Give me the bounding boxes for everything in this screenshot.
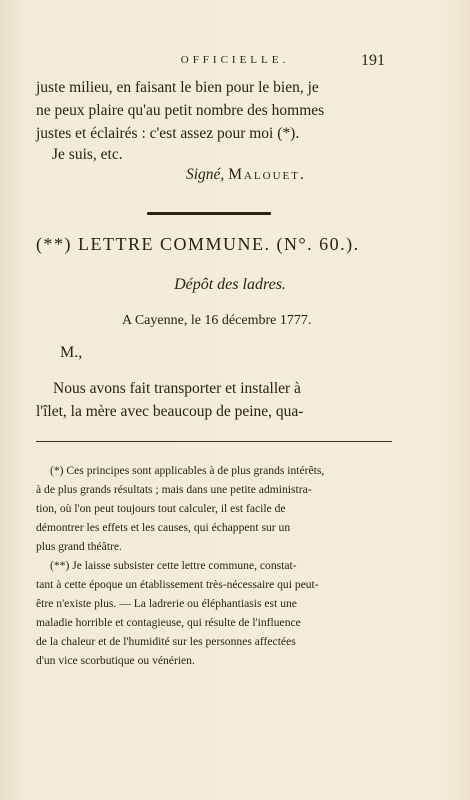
letter-salutation: M., (60, 344, 83, 361)
footnote-line: tant à cette époque un établissement très-nécessaire qui peut- (36, 578, 319, 591)
text-line: juste milieu, en faisant le bien pour le bien, je (36, 79, 319, 96)
footnote-line: de la chaleur et de l'humidité sur les personnes affectées (36, 635, 296, 648)
letter-paragraph (36, 377, 392, 423)
page-number: 191 (361, 52, 385, 69)
footnote-rule (36, 441, 392, 442)
paragraph-continued (36, 76, 392, 145)
text-line: ne peux plaire qu'au petit nombre des hommes (36, 102, 325, 119)
footnote-line: (**) Je laisse subsister cette lettre commune, constat- (50, 559, 297, 572)
signature-label: Signé, (186, 166, 225, 183)
footnote-line: tion, où l'on peut toujours tout calculer, il est facile de (36, 502, 286, 515)
footnote-line: démontrer les effets et les causes, qui échappent sur un (36, 521, 291, 534)
closing-formula: Je suis, etc. (52, 146, 123, 163)
footnote-line: d'un vice scorbutique ou vénérien. (36, 654, 195, 667)
signature-name: Malouet. (228, 166, 306, 183)
text-line: l'îlet, la mère avec beaucoup de peine, qua- (36, 403, 304, 420)
footnote-line: être n'existe plus. — La ladrerie ou éléphantiasis est une (36, 597, 297, 610)
page-header (0, 52, 470, 72)
footnote-line: à de plus grands résultats ; mais dans une petite administra- (36, 483, 312, 496)
letter-title: (**) LETTRE COMMUNE. (N°. 60.). (36, 234, 360, 254)
footnote-line: maladie horrible et contagieuse, qui résulte de l'influence (36, 616, 301, 629)
section-divider (147, 212, 271, 215)
running-head: OFFICIELLE. (180, 54, 290, 66)
footnote-line: (*) Ces principes sont applicables à de plus grands intérêts, (50, 464, 325, 477)
letter-subtitle: Dépôt des ladres. (174, 276, 286, 293)
letter-dateline: A Cayenne, le 16 décembre 1777. (122, 313, 312, 328)
footnote-line: plus grand théâtre. (36, 540, 122, 553)
signature-line (186, 166, 306, 184)
text-line: justes et éclairés : c'est assez pour moi (*). (36, 125, 300, 142)
text-line: Nous avons fait transporter et installer à (53, 380, 301, 397)
footnotes (36, 461, 392, 670)
